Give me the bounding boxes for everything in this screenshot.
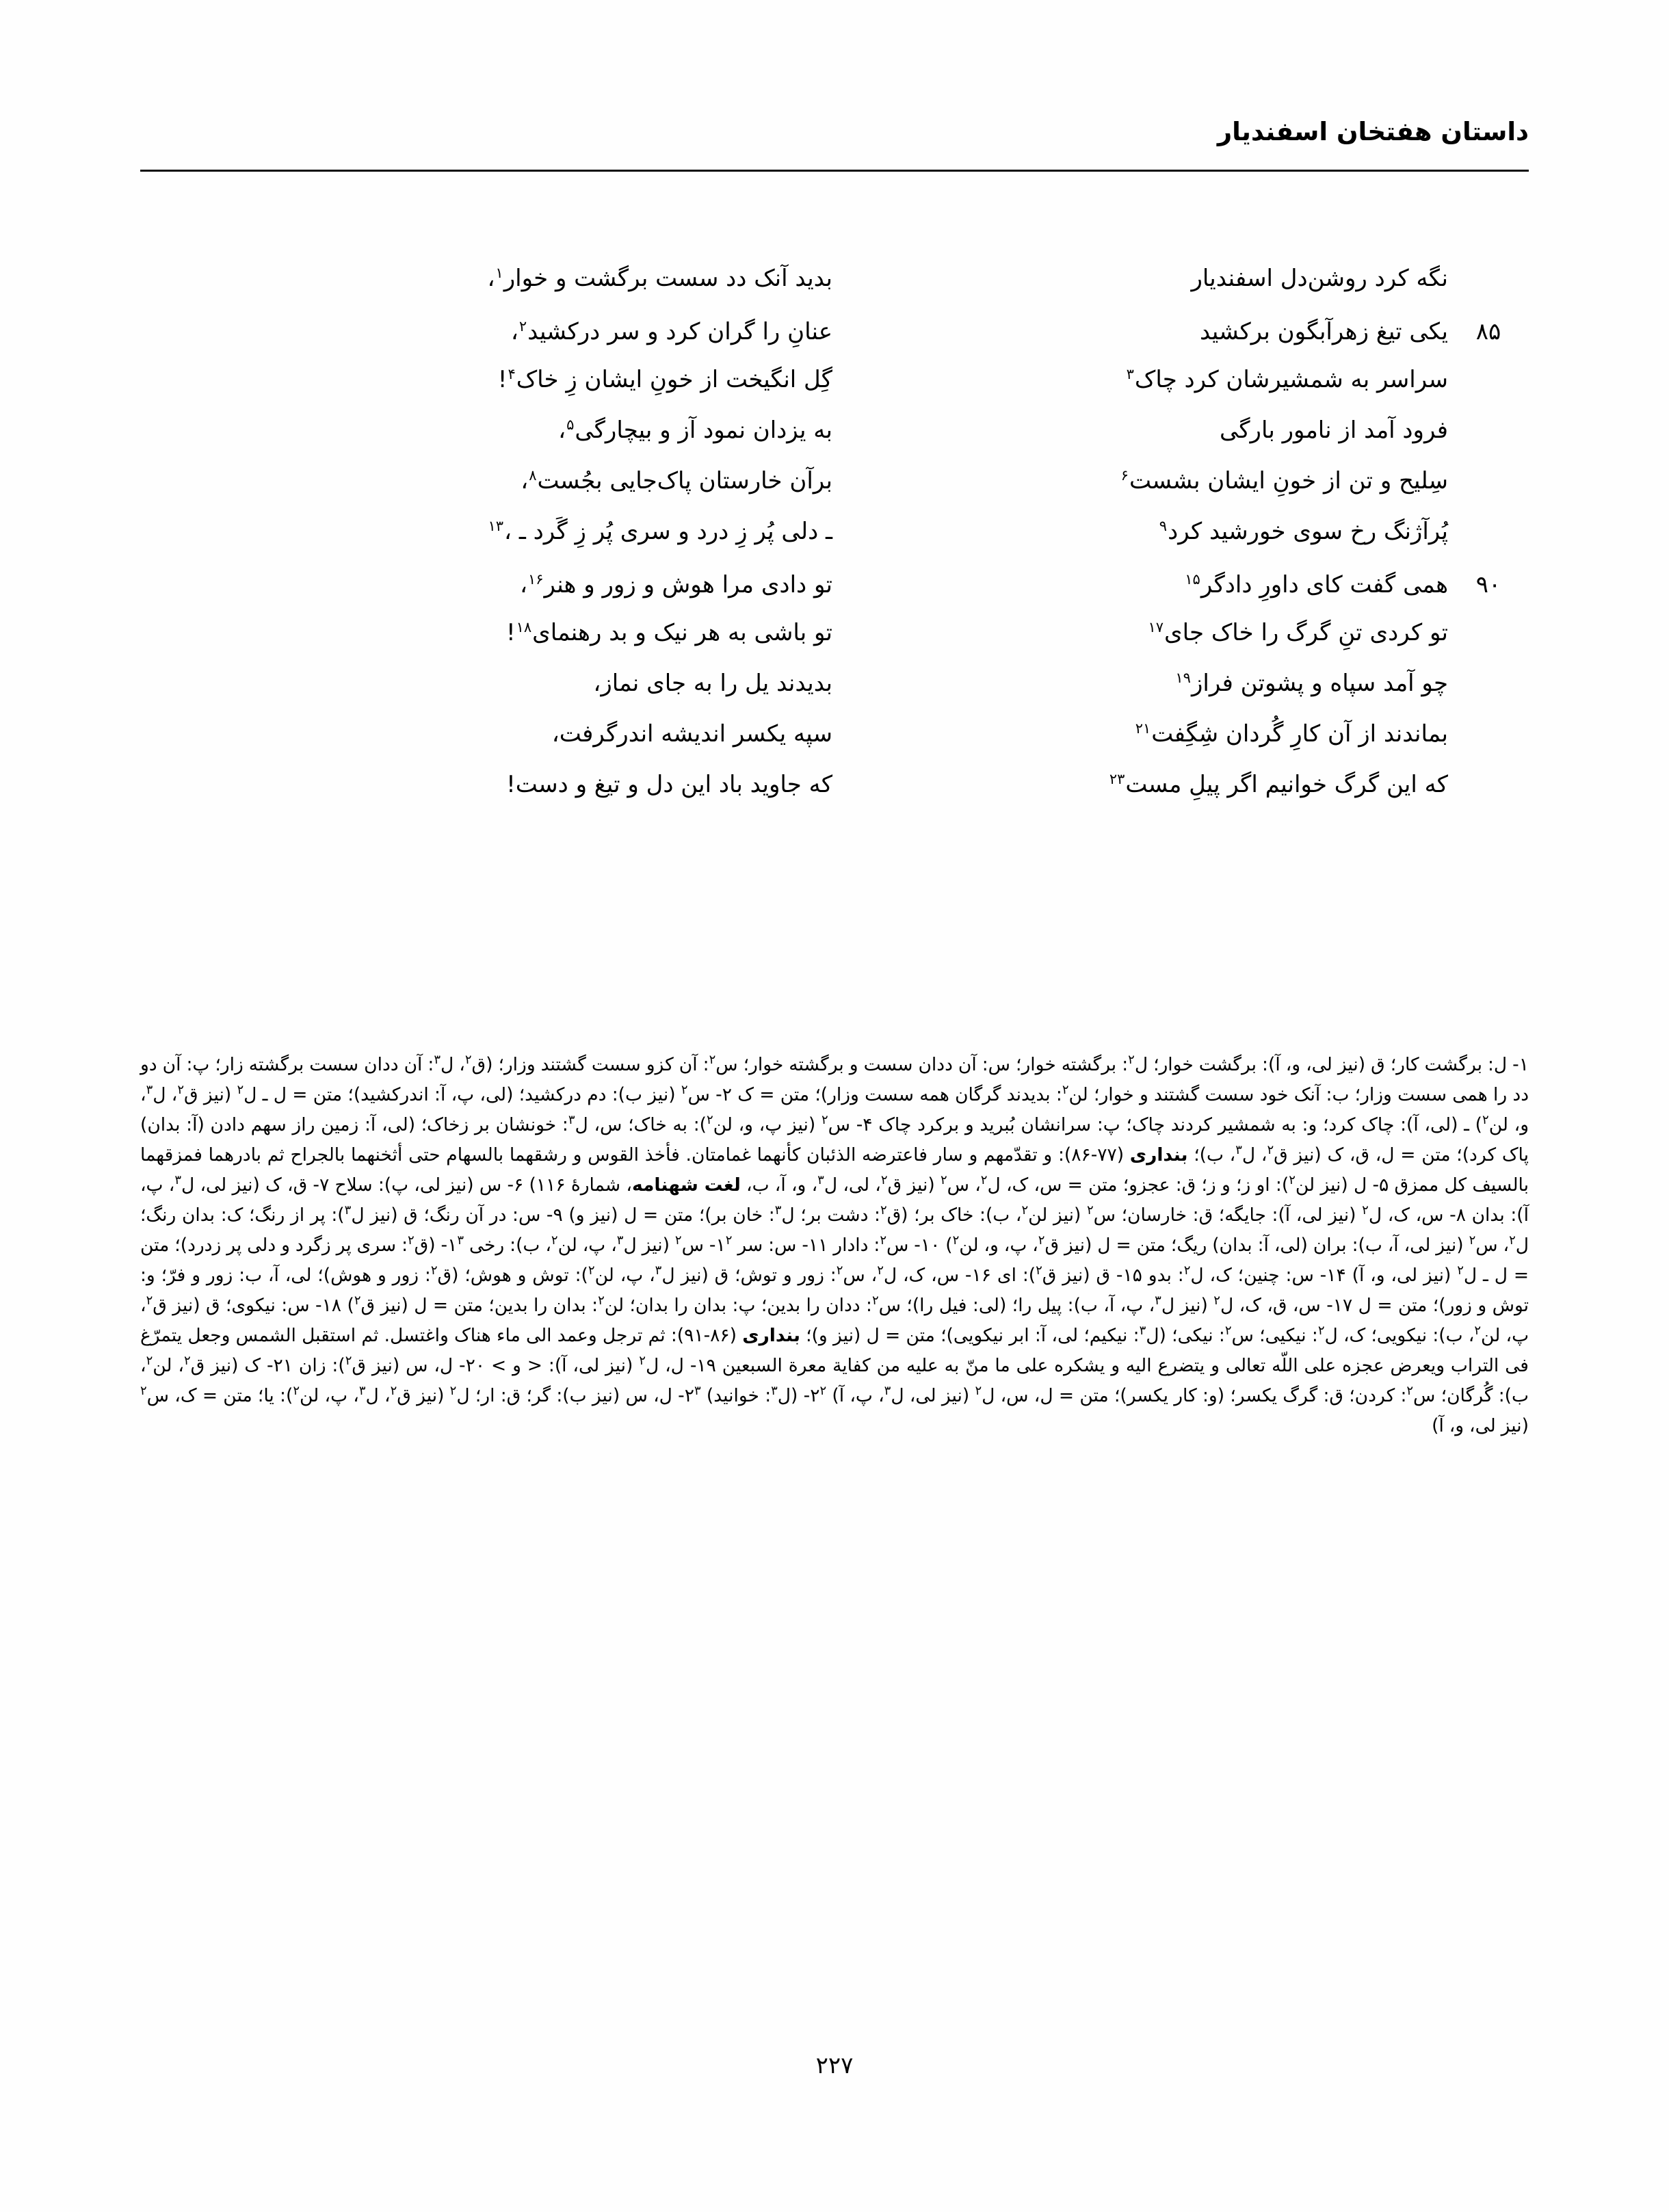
siglum-superscript: ۳ [358, 1384, 366, 1398]
siglum-superscript: ۲ [975, 1384, 982, 1398]
siglum-superscript: ۲ [146, 1293, 153, 1308]
hemistich-second-text: بدیدند یل را به جای نماز [601, 670, 832, 697]
siglum-superscript: ۲ [940, 1173, 947, 1188]
verse-couplet [140, 517, 1529, 570]
hemistich-second [285, 365, 832, 393]
verse-couplet [140, 669, 1529, 722]
hemistich-second-text: به یزدان نمود آز و بیچارگی [575, 417, 832, 444]
verse-couplet [140, 770, 1529, 824]
siglum-superscript: ۲ [1224, 1324, 1232, 1339]
hemistich-first-text: بماندند از آن کارِ گُردان شِگِفت [1151, 720, 1448, 748]
hemistich-second [285, 416, 832, 444]
siglum-superscript: ۲ [1183, 1263, 1191, 1278]
hemistich-punctuation: ! [505, 619, 516, 646]
footnote-marker[interactable]: ۱۳ [488, 517, 504, 534]
siglum-superscript: ۲ [681, 1083, 688, 1098]
hemistich-first [832, 669, 1448, 697]
hemistich-second-text: سپه یکسر اندیشه اندرگرفت [559, 720, 832, 748]
verse-couplet [140, 570, 1529, 621]
footnote-marker[interactable]: ۱۶ [527, 570, 544, 588]
siglum-superscript: ۲ [877, 1263, 884, 1278]
siglum-superscript: ۳ [1235, 1143, 1242, 1158]
siglum-superscript: ۳ [616, 1233, 624, 1248]
footnote-marker[interactable]: ۱۷ [1148, 618, 1164, 635]
hemistich-first-text: چو آمد سپاه و پشوتن فراز [1191, 670, 1448, 697]
siglum-superscript: ۲ [408, 1233, 415, 1248]
hemistich-second-text: گِل انگیخت از خونِ ایشان زِ خاک [516, 366, 832, 393]
siglum-superscript: ۲ [725, 1233, 733, 1248]
footnote-marker[interactable]: ۸ [529, 466, 537, 484]
siglum-superscript: ۳ [146, 1083, 153, 1098]
hemistich-first [832, 618, 1448, 646]
footnote-marker[interactable]: ۳ [1126, 365, 1134, 382]
hemistich-punctuation: ، [487, 265, 495, 292]
hemistich-second-text: برآن خارستان پاک‌جایی بجُست [537, 467, 832, 495]
source-siglum: بنداری [1129, 1144, 1188, 1166]
verse-number: ۹۰ [1475, 571, 1501, 598]
footnote-marker[interactable]: ۲۱ [1135, 720, 1151, 737]
hemistich-first [832, 570, 1448, 598]
siglum-superscript: ۲ [952, 1233, 960, 1248]
siglum-superscript: ۲ [1482, 1113, 1489, 1128]
folio-number: ۲۲۷ [815, 2052, 854, 2079]
hemistich-first [832, 267, 1448, 290]
hemistich-first-text: پُرآژنگ رخ سوی خورشید کرد [1168, 518, 1448, 545]
siglum-superscript: ۳ [694, 1384, 701, 1398]
siglum-superscript: ۲ [709, 1053, 716, 1068]
verse-couplet [140, 722, 1529, 773]
siglum-superscript: ۲ [674, 1233, 682, 1248]
siglum-superscript: ۲ [1038, 1233, 1045, 1248]
verse-number [1448, 688, 1529, 691]
hemistich-punctuation: ، [521, 467, 529, 495]
siglum-superscript: ۲ [871, 1293, 879, 1308]
footnote-marker[interactable]: ۱۹ [1175, 669, 1191, 686]
textual-apparatus: ۱- ل: برگشت کار؛ ق (نیز لی، و، آ): برگشت خوار؛ ل$^۲$: برگشته خوار؛ س: آن ددان سست و برگشته خوار؛ س$^۲$: آن کزو سست گشتند وزار؛ (ق$^۲$، ل$^۳$: آن ددان سست برگشته زار؛ پ: آن دو دد را همی سست وزار؛ ب: آنک خود سست گشتند و خوار؛ لن$^۲$: بدیدند گرگان همه سست وزار)؛ متن = ک ۲- س$^۲$ (نیز ب): دم درکشید؛ (لی، پ، آ: اندرکشید)؛ متن = ل ـ ل$^۲$ (نیز ق$^۲$، ل$^۳$، و، لن$^۲$) ـ (لی، آ): چاک کرد؛ و: به شمشیر کردند چاک؛ پ: سرانشان بُبرید و برکرد چاک ۴- س$^۲$ (نیز پ، و، لن$^۲$): به خاک؛ س، ل$^۳$: خونشان بر زخاک؛ (لی، آ: زمین راز سهم دادن (آ: بدان) پاک کرد)؛ متن = ل، ق، ک (نیز ق$^۲$، ل$^۳$، ب)؛ بنداری (۷۷-۸۶): و تقدّمهم و سار فاعترضه الذئبان کأنهما غمامتان. فأخذ القوس و رشقهما بالسهام حتی أثخنهما بالجراح ثم بادرهما فمزقهما بالسیف کل ممزق ۵- ل (نیز لن$^۲$): او ز؛ و ز؛ ق: عجزو؛ متن = س، ک، ل$^۲$، س$^۲$ (نیز ق$^۲$، لی، ل$^۳$، و، آ، ب، لغت شهنامه، شمارهٔ ۱۱۶) ۶- س (نیز لی، پ): سلاح ۷- ق، ک (نیز لی، ل$^۳$، پ، آ): بدان ۸- س، ک، ل$^۲$ (نیز لی، آ): جایگه؛ ق: خارسان؛ س$^۲$ (نیز لن$^۲$، ب): خاک بر؛ (ق$^۲$: دشت بر؛ ل$^۳$: خان بر)؛ متن = ل (نیز و) ۹- س: در آن رنگ؛ ق (نیز ل$^۳$): پر از رنگ؛ ک: بدان رنگ؛ ل$^۲$، س$^۲$ (نیز لی، آ، ب): بران (لی، آ: بدان) ریگ؛ متن = ل (نیز ق$^۲$، پ، و، لن$^۲$) ۱۰- س$^۲$: دادار ۱۱- س: سر $۱^۲-$ س$^۲$ (نیز ل$^۳$، پ، لن$^۲$، ب): رخی $۱^۳-$ (ق$^۲$: سری پر زگرد و دلی پر زدرد)؛ متن = ل ـ ل$^۲$ (نیز لی، و، آ) ۱۴- س: چنین؛ ک، ل$^۲$: بدو ۱۵- ق (نیز ق$^۲$): ای ۱۶- س، ک، ل$^۲$، س$^۲$: زور و توش؛ ق (نیز ل$^۳$، پ، لن$^۲$): توش و هوش؛ (ق$^۲$: زور و هوش)؛ لی، آ، ب: زور و فرّ؛ و: توش و زور)؛ متن = ل ۱۷- س، ق، ک، ل$^۲$ (نیز ل$^۳$، پ، آ، ب): پیل را؛ (لی: فیل را)؛ س$^۲$: ددان را بدین؛ پ: بدان را بدان؛ لن$^۲$: بدان را بدین؛ متن = ل (نیز ق$^۲$) ۱۸- س: نیکوی؛ ق (نیز ق$^۲$، پ، لن$^۲$، ب): نیکویی؛ ک، ل$^۲$: نیکیی؛ س$^۲$: نیکی؛ (ل$^۳$: نیکیم؛ لی، آ: ابر نیکویی)؛ متن = ل (نیز و)؛ بنداری (۸۶-۹۱): ثم ترجل وعمد الی ماء هناک واغتسل. ثم استقبل الشمس وجعل یتمرّغ فی التراب ویعرض عجزه علی اللّه تعالی و یتضرع الیه و یشکره علی ما منّ به علیه من کفایة معرة السبعین ۱۹- ل، ل$^۲$ (نیز لی، آ): < و > ۲۰- ل، س (نیز ق$^۲$): زان ۲۱- ک (نیز ق$^۲$، لن$^۲$، ب): گُرگان؛ س$^۲$: کردن؛ ق: گرگ یکسر؛ (و: کار یکسر)؛ متن = ل، س، ل$^۲$ (نیز لی، ل$^۳$، پ، آ) $۲^۲-$ (ل$^۳$: خوانید) $۲^۳-$ ل، س (نیز ب): گر؛ ق: ار؛ ل$^۲$ (نیز ق$^۲$، ل$^۳$، پ، لن$^۲$): یا؛ متن = ک، س$^۲$ (نیز لی، و، آ) [140, 1053, 1529, 1436]
siglum-superscript: ۲ [821, 1113, 828, 1128]
running-head-rule [140, 170, 1529, 172]
source-siglum: لغت شهنامه [631, 1174, 741, 1196]
siglum-superscript: ۲ [588, 1263, 595, 1278]
hemistich-first [832, 770, 1448, 798]
verse-number [1448, 789, 1529, 792]
siglum-superscript: ۲ [1021, 1203, 1029, 1218]
verse-number [1448, 739, 1529, 741]
footnote-marker[interactable]: ۱۸ [516, 618, 532, 635]
siglum-superscript: ۳ [774, 1203, 782, 1218]
siglum-superscript: ۳ [457, 1233, 464, 1248]
siglum-superscript: ۲ [706, 1113, 713, 1128]
siglum-superscript: ۲ [1362, 1203, 1369, 1218]
siglum-superscript: ۲ [880, 1173, 888, 1188]
hemistich-second [285, 570, 832, 598]
siglum-superscript: ۲ [1406, 1384, 1414, 1398]
hemistich-first [832, 466, 1448, 495]
siglum-superscript: ۲ [880, 1203, 887, 1218]
hemistich-second [285, 517, 832, 545]
hemistich-second [285, 317, 832, 345]
siglum-superscript: ۲ [1509, 1233, 1516, 1248]
siglum-superscript: ۳ [817, 1173, 824, 1188]
hemistich-first-text: یکی تیغ زهرآبگون برکشید [1200, 318, 1448, 345]
verse-number [1448, 486, 1529, 488]
hemistich-second [285, 466, 832, 495]
siglum-superscript: ۲ [836, 1263, 843, 1278]
hemistich-second-text: ـ دلی پُر زِ درد و سری پُر زِ گَرد ـ ، [504, 518, 832, 545]
siglum-superscript: ۲ [819, 1384, 827, 1398]
verse-couplet [140, 365, 1529, 419]
siglum-superscript: ۲ [1469, 1233, 1476, 1248]
siglum-superscript: ۳ [1155, 1293, 1161, 1308]
siglum-superscript: ۲ [1086, 1203, 1094, 1218]
hemistich-second [285, 722, 832, 746]
footnote-marker[interactable]: ۵ [566, 416, 575, 433]
hemistich-first [832, 517, 1448, 545]
footnote-marker[interactable]: ۶ [1120, 466, 1129, 484]
footnote-marker[interactable]: ۲۳ [1109, 770, 1125, 787]
hemistich-punctuation: ، [593, 670, 601, 697]
hemistich-punctuation: ، [551, 720, 560, 748]
siglum-superscript: ۲ [464, 1053, 472, 1068]
siglum-superscript: ۲ [1317, 1324, 1325, 1339]
verse-couplet [140, 618, 1529, 672]
hemistich-second [285, 672, 832, 695]
hemistich-second-text: که جاوید باد این دل و تیغ و دست [515, 771, 832, 798]
siglum-superscript: ۲ [183, 1354, 191, 1369]
siglum-superscript: ۲ [1128, 1053, 1135, 1068]
hemistich-punctuation: ، [519, 571, 527, 598]
verse-number [1448, 637, 1529, 640]
hemistich-punctuation: ! [497, 366, 508, 393]
verse-couplet [140, 264, 1529, 317]
hemistich-first-text: سِلیح و تن از خونِ ایشان بشست [1129, 467, 1448, 495]
verse-couplet [140, 466, 1529, 520]
verse-number: ۸۵ [1475, 318, 1501, 345]
siglum-superscript: ۲ [880, 1233, 886, 1248]
siglum-superscript: ۲ [1457, 1263, 1464, 1278]
siglum-superscript: ۲ [980, 1173, 988, 1188]
hemistich-punctuation: ، [558, 417, 566, 444]
siglum-superscript: ۳ [884, 1384, 891, 1398]
hemistich-first [832, 722, 1448, 746]
hemistich-first-text: همی گفت کای داورِ دادگر [1200, 571, 1448, 598]
source-siglum: بنداری [742, 1324, 800, 1346]
hemistich-second-text: عنانِ را گران کرد و سر درکشید [527, 318, 832, 345]
verse-number [1448, 435, 1529, 438]
siglum-superscript: ۲ [598, 1293, 605, 1308]
hemistich-second-text: بدید آنک دد سست برگشت و خوار [503, 265, 832, 292]
hemistich-second [285, 773, 832, 796]
siglum-superscript: ۲ [639, 1354, 646, 1369]
siglum-superscript: ۲ [1213, 1293, 1220, 1308]
hemistich-punctuation: ! [506, 771, 516, 798]
footnote-marker[interactable]: ۲ [518, 317, 527, 334]
siglum-superscript: ۲ [1474, 1324, 1482, 1339]
siglum-superscript: ۳ [771, 1384, 778, 1398]
hemistich-second [285, 264, 832, 292]
running-head-title: داستان هفتخان اسفندیار [1217, 117, 1529, 146]
hemistich-first-text: تو کردی تنِ گرگ را خاک جای [1164, 619, 1448, 646]
siglum-superscript: ۲ [390, 1384, 397, 1398]
verse-number [1448, 536, 1529, 539]
footnote-marker[interactable]: ۹ [1159, 517, 1168, 534]
siglum-superscript: ۲ [1289, 1173, 1296, 1188]
siglum-superscript: ۲ [430, 1263, 438, 1278]
verse-number [1448, 283, 1529, 286]
siglum-superscript: ۲ [140, 1384, 147, 1398]
verse-couplet [140, 317, 1529, 368]
hemistich-first [832, 365, 1448, 393]
siglum-superscript: ۳ [344, 1203, 352, 1218]
siglum-superscript: ۳ [655, 1263, 662, 1278]
running-head [140, 116, 1529, 192]
footnote-marker[interactable]: ۱۵ [1185, 570, 1200, 588]
siglum-superscript: ۲ [237, 1083, 244, 1098]
hemistich-second-text: تو دادی مرا هوش و زور و هنر [544, 571, 832, 598]
siglum-superscript: ۲ [354, 1293, 361, 1308]
siglum-superscript: ۳ [434, 1053, 441, 1068]
hemistich-second [285, 618, 832, 646]
verse-block [140, 264, 1529, 824]
hemistich-second-text: تو باشی به هر نیک و بد رهنمای [532, 619, 832, 646]
siglum-superscript: ۳ [174, 1173, 181, 1188]
hemistich-first-text: سراسر به شمشیرشان کرد چاک [1134, 366, 1448, 393]
siglum-superscript: ۲ [345, 1354, 352, 1369]
hemistich-first [832, 320, 1448, 343]
siglum-superscript: ۲ [146, 1354, 153, 1369]
hemistich-first-text: نگه کرد روشن‌دل اسفندیار [1191, 265, 1448, 292]
siglum-superscript: ۲ [1267, 1143, 1274, 1158]
siglum-superscript: ۳ [568, 1113, 575, 1128]
hemistich-first-text: که این گرگ خوانیم اگر پیلِ مست [1125, 771, 1448, 798]
siglum-superscript: ۲ [449, 1384, 457, 1398]
siglum-superscript: ۲ [1062, 1083, 1069, 1098]
footnote-marker[interactable]: ۴ [508, 365, 516, 382]
siglum-superscript: ۲ [551, 1233, 558, 1248]
footnote-marker[interactable]: ۱ [495, 264, 503, 281]
siglum-superscript: ۲ [293, 1384, 300, 1398]
siglum-superscript: ۲ [177, 1083, 184, 1098]
hemistich-first [832, 419, 1448, 442]
hemistich-punctuation: ، [510, 318, 518, 345]
siglum-superscript: ۳ [1139, 1324, 1146, 1339]
siglum-superscript: ۲ [1036, 1263, 1042, 1278]
hemistich-first-text: فرود آمد از نامور بارگی [1220, 417, 1448, 444]
verse-couplet [140, 416, 1529, 469]
verse-number [1448, 384, 1529, 387]
